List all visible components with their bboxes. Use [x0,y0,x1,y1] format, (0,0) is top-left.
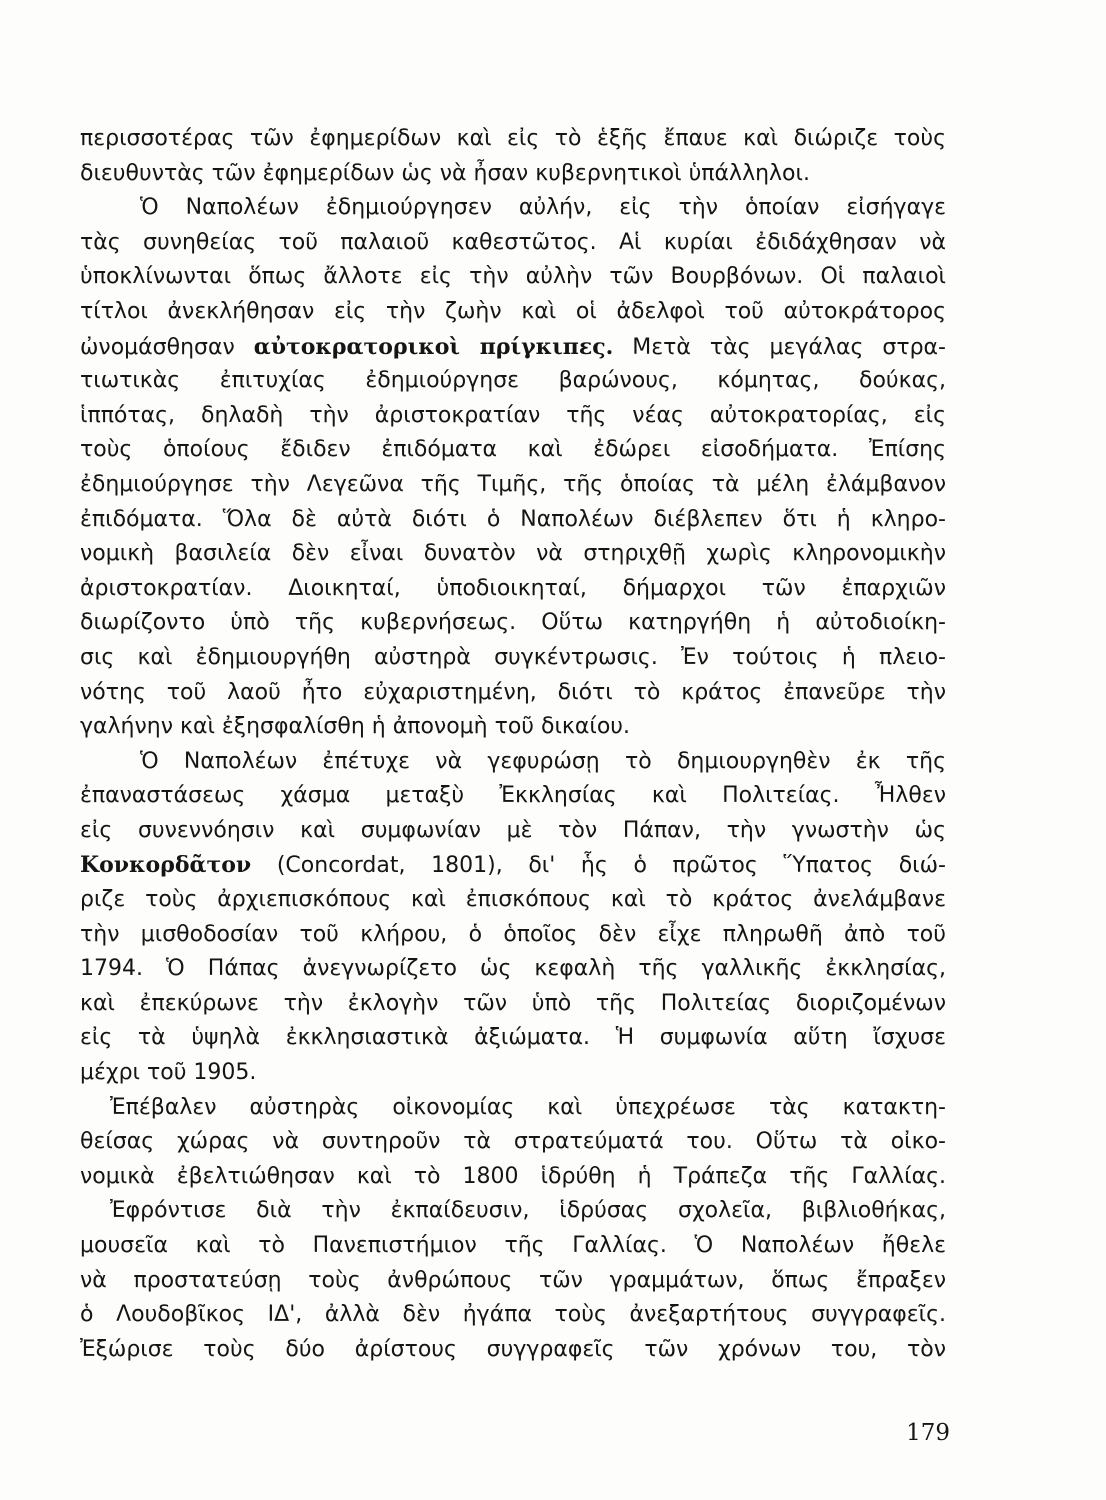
text-line [80,1264,946,1299]
line-text: Μετὰ τὰς μεγάλας στρα- [613,334,946,360]
line-text: γαλήνην καὶ ἐξησφαλίσθη ἡ ἀπονομὴ τοῦ δικαίου. [80,714,631,740]
text-line [80,572,946,607]
line-text: ἐπαναστάσεως χάσμα μεταξὺ Ἐκκλησίας καὶ Πολιτείας. Ἦλθεν [80,783,946,809]
text-line [80,433,946,468]
line-text: μέχρι τοῦ 1905. [80,1060,257,1086]
line-text: εἰς συνεννόησιν καὶ συμφωνίαν μὲ τὸν Πάπαν, τὴν γνωστὴν ὡς [80,817,946,843]
body-text [80,122,946,1367]
text-line [80,606,946,641]
text-line [80,745,946,780]
text-line [80,330,946,365]
line-text: Ἐφρόντισε διὰ τὴν ἐκπαίδευσιν, ἱδρύσας σχολεῖα, βιβλιοθήκας, [110,1198,946,1224]
line-text: ὠνομάσθησαν [80,334,254,360]
text-line [80,710,946,745]
text-line [80,641,946,676]
text-line [80,1160,946,1195]
line-text: Ὁ Ναπολέων ἐδημιούργησεν αὐλήν, εἰς τὴν ὁποίαν εἰσήγαγε [140,195,946,221]
line-text: ὑποκλίνωνται ὅπως ἄλλοτε εἰς τὴν αὐλὴν τῶν Βουρβόνων. Οἱ παλαιοὶ [80,264,946,290]
bold-term: αὐτοκρατορικοὶ πρίγκιπες. [253,333,614,360]
text-line [80,503,946,538]
page-number: 179 [906,1420,950,1446]
text-line [80,364,946,399]
text-line [80,157,946,192]
line-text: ἱππότας, δηλαδὴ τὴν ἀριστοκρατίαν τῆς νέας αὐτοκρατορίας, εἰς [80,402,946,428]
text-line [80,1091,946,1126]
text-line [80,1021,946,1056]
line-text: νὰ προστατεύσῃ τοὺς ἀνθρώπους τῶν γραμμάτων, ὅπως ἔπραξεν [80,1267,946,1293]
text-line [80,537,946,572]
line-text: διευθυντὰς τῶν ἐφημερίδων ὡς νὰ ἦσαν κυβερνητικοὶ ὑπάλληλοι. [80,160,810,186]
text-line [80,1056,946,1091]
text-line [80,191,946,226]
line-text: θείσας χώρας νὰ συντηροῦν τὰ στρατεύματά του. Οὕτω τὰ οἰκο- [80,1129,946,1155]
text-line [80,122,946,157]
line-text: μουσεῖα καὶ τὸ Πανεπιστήμιον τῆς Γαλλίας. Ὁ Ναπολέων ἤθελε [80,1233,946,1258]
line-text: σις καὶ ἐδημιουργήθη αὐστηρὰ συγκέντρωσις. Ἐν τούτοις ἡ πλειο- [80,644,946,670]
text-line [80,952,946,987]
line-text: Ἐξώρισε τοὺς δύο ἀρίστους συγγραφεῖς τῶν χρόνων του, τὸν [80,1336,946,1362]
line-text: ριζε τοὺς ἀρχιεπισκόπους καὶ ἐπισκόπους καὶ τὸ κράτος ἀνελάμβανε [80,887,946,913]
text-line [80,987,946,1022]
line-text: νομικὰ ἐβελτιώθησαν καὶ τὸ 1800 ἱδρύθη ἡ Τράπεζα τῆς Γαλλίας. [80,1163,946,1189]
line-text: Ὁ Ναπολέων ἐπέτυχε νὰ γεφυρώσῃ τὸ δημιουργηθὲν ἐκ τῆς [140,748,946,774]
line-text: τιωτικὰς ἐπιτυχίας ἐδημιούργησε βαρώνους, κόμητας, δούκας, [80,368,946,394]
text-line [80,779,946,814]
text-line [80,918,946,953]
text-line [80,295,946,330]
text-line [80,883,946,918]
line-text: ἐπιδόματα. Ὅλα δὲ αὐτὰ διότι ὁ Ναπολέων διέβλεπεν ὅτι ἡ κληρο- [80,506,946,532]
text-line [80,226,946,261]
text-line [80,1125,946,1160]
text-line [80,848,946,883]
text-line [80,1229,946,1264]
line-text: ὁ Λουδοβῖκος ΙΔ', ἀλλὰ δὲν ἠγάπα τοὺς ἀνεξαρτήτους συγγραφεῖς. [80,1302,946,1328]
line-text: τὰς συνηθείας τοῦ παλαιοῦ καθεστῶτος. Αἱ κυρίαι ἐδιδάχθησαν νὰ [80,229,946,255]
text-line [80,676,946,711]
line-text: ἀριστοκρατίαν. Διοικηταί, ὑποδιοικηταί, δήμαρχοι τῶν ἐπαρχιῶν [80,575,946,601]
line-text: ἐδημιούργησε τὴν Λεγεῶνα τῆς Τιμῆς, τῆς ὁποίας τὰ μέλη ἐλάμβανον [80,471,946,497]
text-line [80,1194,946,1229]
line-text: 1794. Ὁ Πάπας ἀνεγνωρίζετο ὡς κεφαλὴ τῆς γαλλικῆς ἐκκλησίας, [80,956,946,982]
text-line [80,814,946,849]
line-text: περισσοτέρας τῶν ἐφημερίδων καὶ εἰς τὸ ἑξῆς ἔπαυε καὶ διώριζε τοὺς [80,126,946,151]
text-line [80,468,946,503]
line-text: νομικὴ βασιλεία δὲν εἶναι δυνατὸν νὰ στηριχθῇ χωρὶς κληρονομικὴν [80,541,946,567]
line-text: Ἐπέβαλεν αὐστηρὰς οἰκονομίας καὶ ὑπεχρέωσε τὰς κατακτη- [110,1094,946,1120]
line-text: εἰς τὰ ὑψηλὰ ἐκκλησιαστικὰ ἀξιώματα. Ἡ συμφωνία αὕτη ἴσχυσε [80,1025,946,1051]
line-text: τοὺς ὁποίους ἔδιδεν ἐπιδόματα καὶ ἐδώρει εἰσοδήματα. Ἐπίσης [80,437,946,463]
text-line [80,399,946,434]
bold-term: Κονκορδᾶτον [80,852,252,879]
line-text: καὶ ἐπεκύρωνε τὴν ἐκλογὴν τῶν ὑπὸ τῆς Πολιτείας διοριζομένων [80,990,946,1016]
line-text: τὴν μισθοδοσίαν τοῦ κλήρου, ὁ ὁποῖος δὲν εἶχε πληρωθῆ ἀπὸ τοῦ [80,921,946,947]
line-text: διωρίζοντο ὑπὸ τῆς κυβερνήσεως. Οὕτω κατηργήθη ἡ αὐτοδιοίκη- [80,610,946,636]
text-line [80,260,946,295]
text-line [80,1333,946,1368]
line-text: (Concordat, 1801), δι' ἧς ὁ πρῶτος Ὕπατος διώ- [251,853,946,879]
line-text: τίτλοι ἀνεκλήθησαν εἰς τὴν ζωὴν καὶ οἱ ἀδελφοὶ τοῦ αὐτοκράτορος [80,298,946,324]
text-line [80,1298,946,1333]
line-text: νότης τοῦ λαοῦ ἦτο εὐχαριστημένη, διότι τὸ κράτος ἐπανεῦρε τὴν [80,679,946,705]
